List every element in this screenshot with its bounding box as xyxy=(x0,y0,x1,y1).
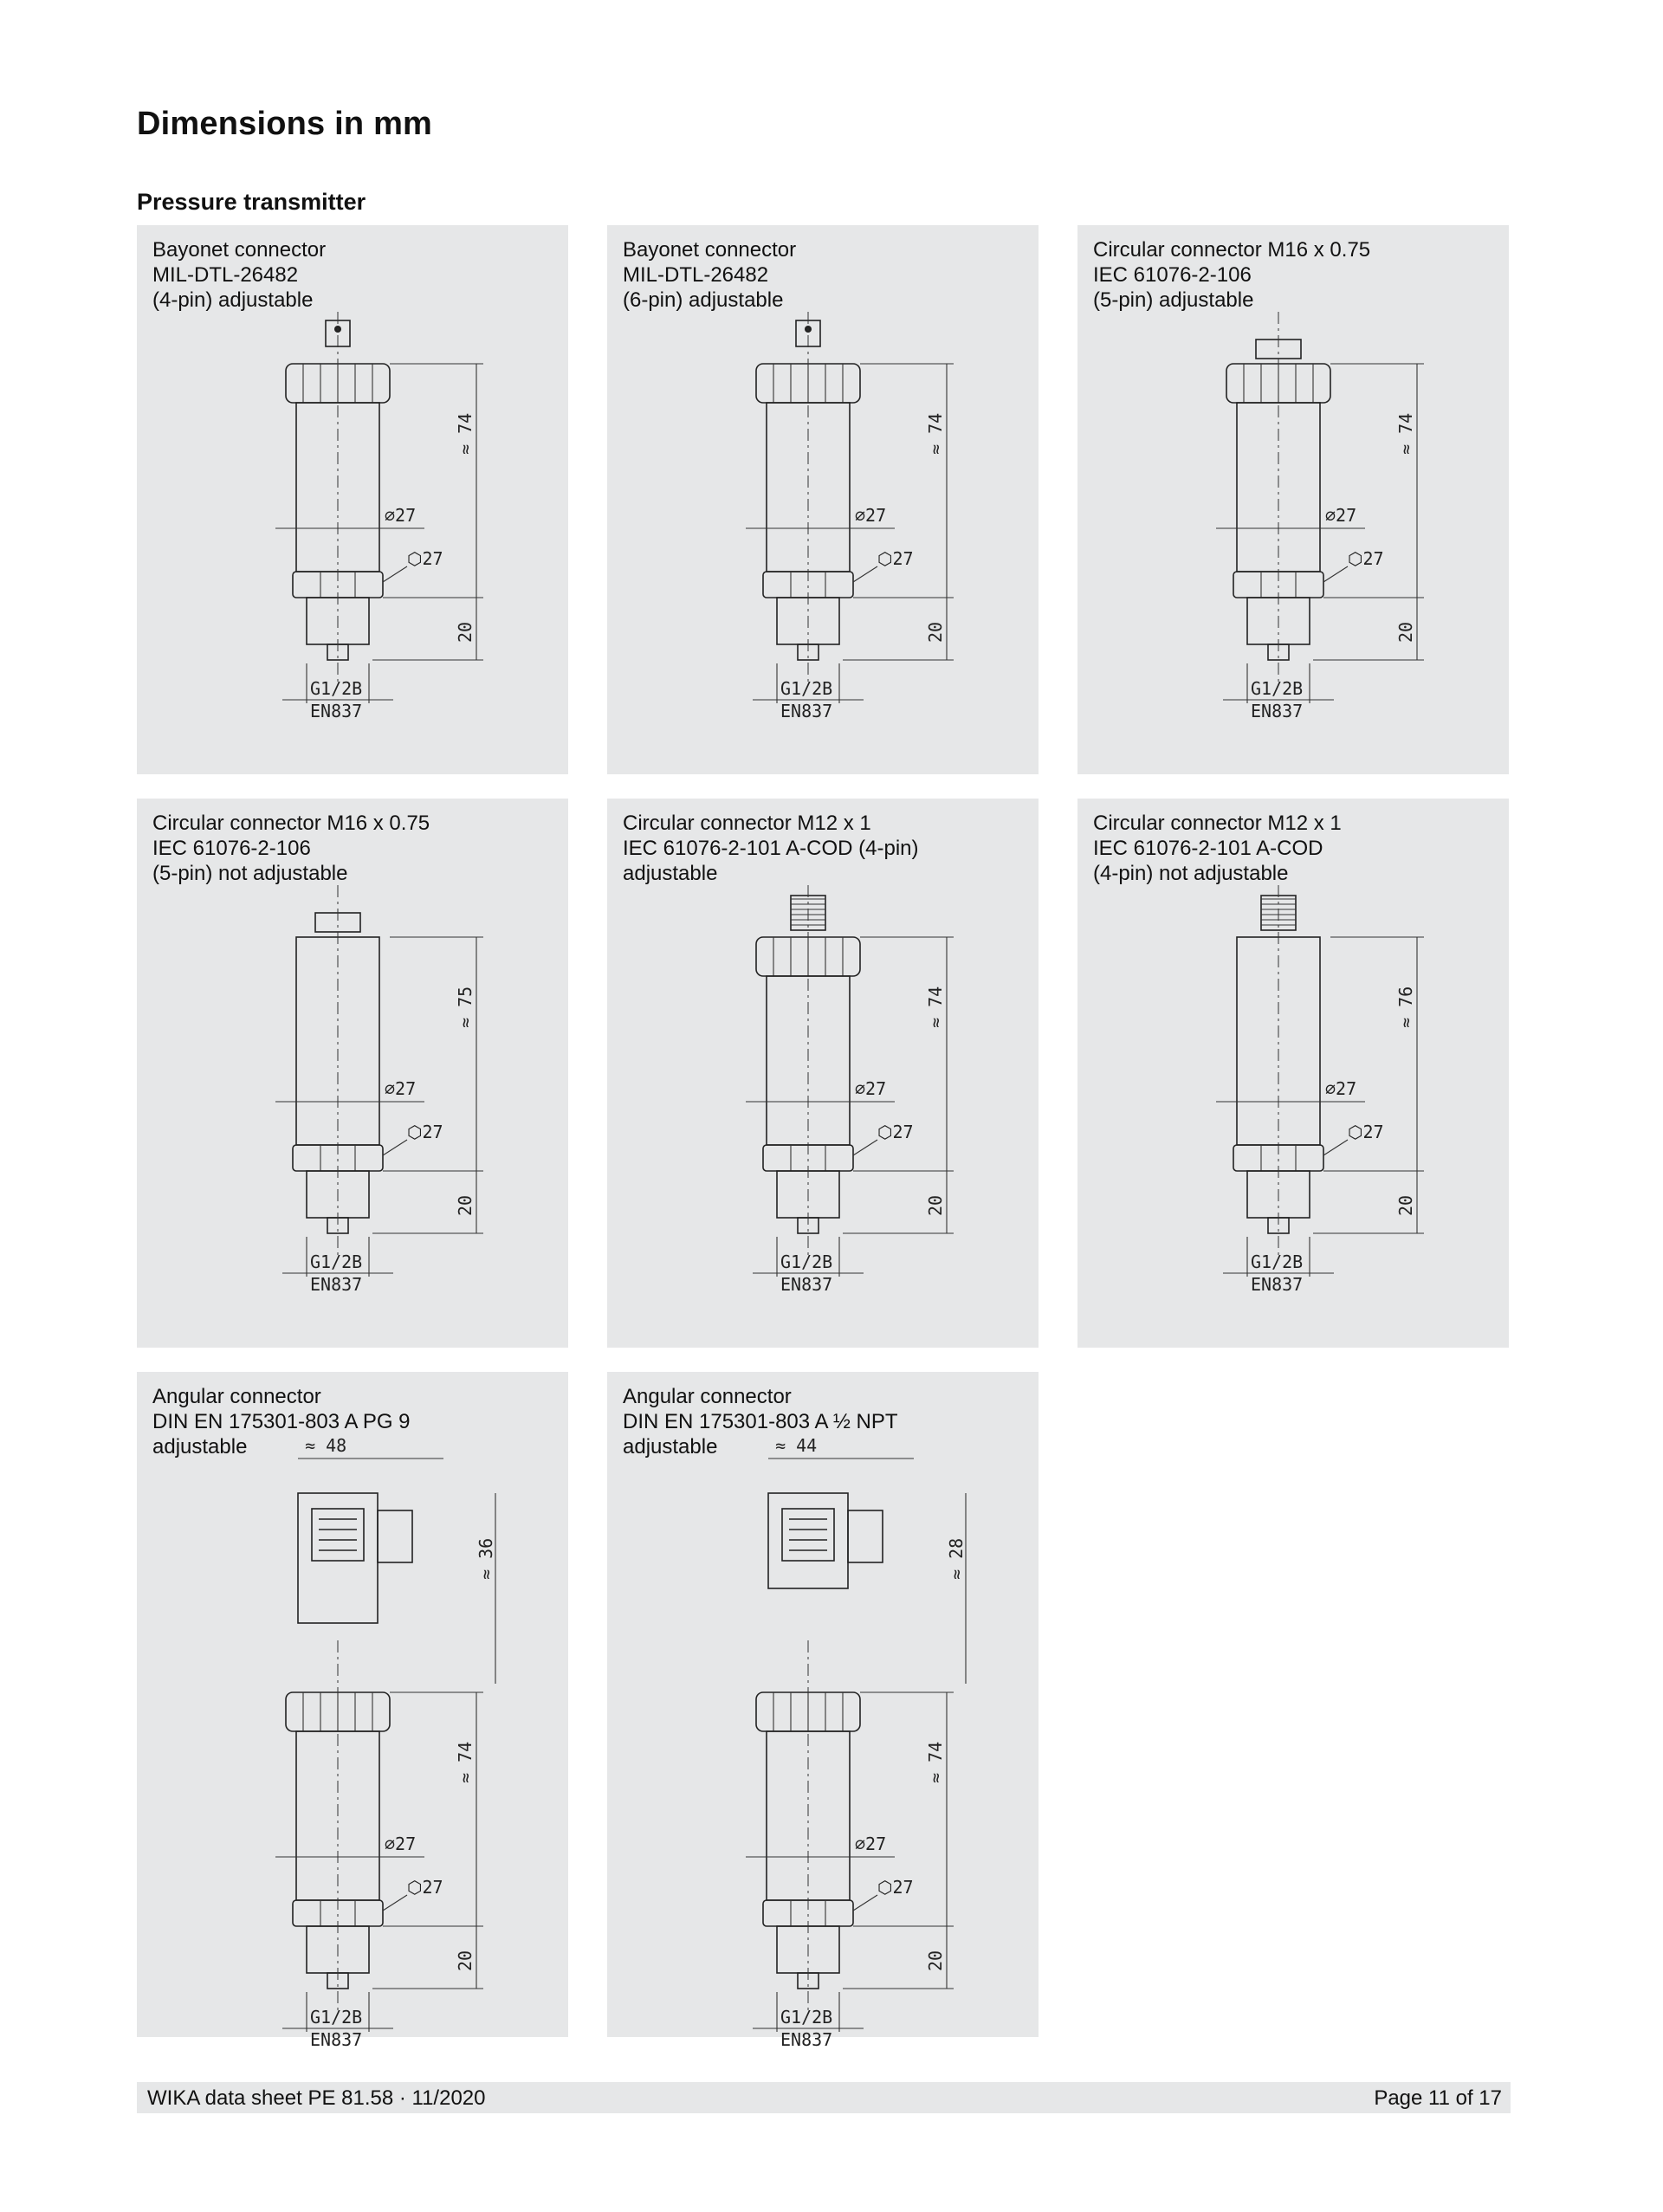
hex-label: ⬡27 xyxy=(877,548,914,569)
transmitter-drawing xyxy=(746,885,954,1295)
panel-caption-line: DIN EN 175301-803 A PG 9 xyxy=(152,1410,411,1433)
thread-standard-label: EN837 xyxy=(780,2029,833,2050)
hex-label: ⬡27 xyxy=(407,1122,443,1142)
panel-angular-npt xyxy=(607,1372,1039,2050)
thread-size-label: G1/2B xyxy=(1251,1252,1304,1272)
transmitter-drawing xyxy=(275,312,483,721)
thread-length-label: 20 xyxy=(925,621,946,643)
transmitter-drawing xyxy=(746,1435,967,2050)
thread-length-label: 20 xyxy=(925,1950,946,1971)
thread-size-label: G1/2B xyxy=(310,2007,363,2028)
thread-length-label: 20 xyxy=(455,621,476,643)
diameter-label: ⌀27 xyxy=(855,505,887,526)
panel-caption-line: adjustable xyxy=(152,1435,248,1458)
panel-caption xyxy=(152,811,430,886)
thread-size-label: G1/2B xyxy=(310,1252,363,1272)
panel-angular-pg9 xyxy=(137,1372,568,2050)
panel-caption xyxy=(1093,237,1370,313)
transmitter-drawing xyxy=(275,1435,496,2050)
thread-standard-label: EN837 xyxy=(780,701,833,721)
panel-drawing xyxy=(137,1372,568,2050)
diameter-label: ⌀27 xyxy=(855,1834,887,1854)
hex-label: ⬡27 xyxy=(1348,1122,1384,1142)
thread-standard-label: EN837 xyxy=(780,1274,833,1295)
diameter-label: ⌀27 xyxy=(1325,505,1357,526)
diameter-label: ⌀27 xyxy=(1325,1078,1357,1099)
transmitter-drawing xyxy=(1216,885,1424,1295)
panel-caption-line: adjustable xyxy=(623,1435,718,1458)
panel-m12-fixed xyxy=(1077,799,1509,1348)
panel-caption-line: (5-pin) adjustable xyxy=(1093,288,1254,312)
width-dimension-label: ≈ 48 xyxy=(305,1435,347,1456)
cable-gland xyxy=(378,1510,412,1562)
hex-label: ⬡27 xyxy=(877,1122,914,1142)
angular-pin-face xyxy=(782,1509,834,1561)
diameter-label: ⌀27 xyxy=(385,1834,417,1854)
panel-caption-line: IEC 61076-2-106 xyxy=(1093,263,1252,287)
hex-leader xyxy=(853,1895,877,1911)
thread-length-label: 20 xyxy=(455,1194,476,1216)
panel-caption xyxy=(623,237,796,313)
length-dimension-label: ≈ 75 xyxy=(455,986,476,1028)
length-dimension-label: ≈ 74 xyxy=(925,1741,946,1783)
section-title: Pressure transmitter xyxy=(137,189,366,215)
diameter-label: ⌀27 xyxy=(385,505,417,526)
thread-length-label: 20 xyxy=(455,1950,476,1971)
length-dimension-label: ≈ 76 xyxy=(1395,986,1416,1028)
length-dimension-label: ≈ 74 xyxy=(925,412,946,455)
panel-caption-line: Circular connector M16 x 0.75 xyxy=(1093,238,1371,262)
transmitter-drawing xyxy=(746,312,954,721)
panel-caption-line: (4-pin) not adjustable xyxy=(1093,862,1289,885)
panel-caption xyxy=(623,1384,898,1459)
panel-caption-line: MIL-DTL-26482 xyxy=(152,263,299,287)
hex-leader xyxy=(383,1140,407,1155)
panel-caption-line: (4-pin) adjustable xyxy=(152,288,314,312)
panel-caption-line: adjustable xyxy=(623,862,718,885)
thread-size-label: G1/2B xyxy=(310,678,363,699)
panel-caption-line: Bayonet connector xyxy=(152,238,327,262)
panel-caption xyxy=(1093,811,1342,886)
thread-length-label: 20 xyxy=(925,1194,946,1216)
hex-leader xyxy=(853,566,877,582)
hex-label: ⬡27 xyxy=(407,548,443,569)
panel-caption-line: IEC 61076-2-101 A-COD xyxy=(1093,837,1323,860)
length-dimension-label: ≈ 74 xyxy=(455,1741,476,1783)
footer-bar xyxy=(137,2082,1511,2113)
panel-caption-line: (5-pin) not adjustable xyxy=(152,862,348,885)
panel-caption xyxy=(152,237,326,313)
panel-caption-line: Bayonet connector xyxy=(623,238,797,262)
thread-standard-label: EN837 xyxy=(1251,701,1304,721)
thread-length-label: 20 xyxy=(1395,621,1416,643)
panel-m16-fixed xyxy=(137,799,568,1348)
panel-caption-line: IEC 61076-2-101 A-COD (4-pin) xyxy=(623,837,919,860)
panel-m12-adjustable xyxy=(607,799,1039,1348)
thread-size-label: G1/2B xyxy=(780,2007,833,2028)
head-dimension-label: ≈ 36 xyxy=(476,1537,496,1580)
hex-leader xyxy=(853,1140,877,1155)
footer-page-number: Page 11 of 17 xyxy=(1374,2086,1502,2110)
thread-standard-label: EN837 xyxy=(310,2029,363,2050)
hex-label: ⬡27 xyxy=(1348,548,1384,569)
thread-standard-label: EN837 xyxy=(1251,1274,1304,1295)
thread-size-label: G1/2B xyxy=(780,678,833,699)
panel-m16-adjustable xyxy=(1077,225,1509,774)
angular-housing xyxy=(298,1493,378,1623)
hex-leader xyxy=(383,1895,407,1911)
hex-label: ⬡27 xyxy=(877,1877,914,1898)
hex-leader xyxy=(1323,566,1348,582)
hex-label: ⬡27 xyxy=(407,1877,443,1898)
length-dimension-label: ≈ 74 xyxy=(455,412,476,455)
hex-leader xyxy=(1323,1140,1348,1155)
angular-pin-face xyxy=(312,1509,364,1561)
page-title: Dimensions in mm xyxy=(137,106,433,142)
panel-bayonet-6pin xyxy=(607,225,1039,774)
thread-standard-label: EN837 xyxy=(310,1274,363,1295)
panel-drawing xyxy=(607,1372,1039,2050)
panel-caption-line: Circular connector M12 x 1 xyxy=(623,812,871,835)
thread-size-label: G1/2B xyxy=(780,1252,833,1272)
panel-caption xyxy=(152,1384,411,1459)
panel-caption-line: (6-pin) adjustable xyxy=(623,288,784,312)
panel-caption-line: Angular connector xyxy=(152,1385,321,1408)
cable-gland xyxy=(848,1510,883,1562)
angular-housing xyxy=(768,1493,848,1588)
panel-caption-line: Circular connector M16 x 0.75 xyxy=(152,812,430,835)
panel-bayonet-4pin xyxy=(137,225,568,774)
panel-caption-line: IEC 61076-2-106 xyxy=(152,837,311,860)
panel-caption xyxy=(623,811,918,886)
length-dimension-label: ≈ 74 xyxy=(1395,412,1416,455)
panel-caption-line: DIN EN 175301-803 A ½ NPT xyxy=(623,1410,898,1433)
length-dimension-label: ≈ 74 xyxy=(925,986,946,1028)
diameter-label: ⌀27 xyxy=(855,1078,887,1099)
diameter-label: ⌀27 xyxy=(385,1078,417,1099)
transmitter-drawing xyxy=(275,885,483,1295)
hex-leader xyxy=(383,566,407,582)
thread-length-label: 20 xyxy=(1395,1194,1416,1216)
width-dimension-label: ≈ 44 xyxy=(775,1435,818,1456)
thread-size-label: G1/2B xyxy=(1251,678,1304,699)
panel-caption-line: Circular connector M12 x 1 xyxy=(1093,812,1342,835)
thread-standard-label: EN837 xyxy=(310,701,363,721)
transmitter-drawing xyxy=(1216,312,1424,721)
head-dimension-label: ≈ 28 xyxy=(946,1537,967,1580)
panel-caption-line: Angular connector xyxy=(623,1385,792,1408)
panel-caption-line: MIL-DTL-26482 xyxy=(623,263,769,287)
footer-document-id: WIKA data sheet PE 81.58 · 11/2020 xyxy=(147,2086,486,2110)
